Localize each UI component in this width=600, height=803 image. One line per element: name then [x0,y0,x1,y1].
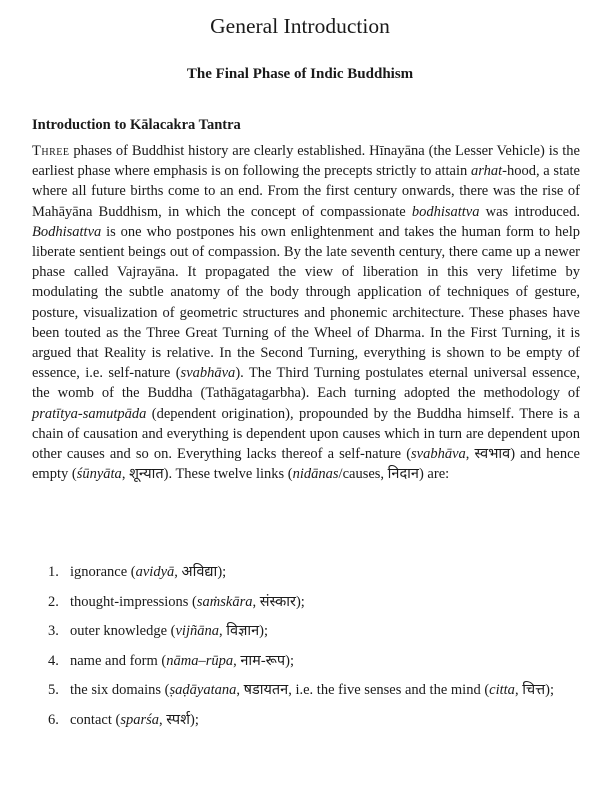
list-text-segment: ignorance ( [70,564,136,580]
list-text-segment: , संस्कार); [252,593,305,610]
italic-term: saṁskāra [196,593,253,610]
list-item-text [70,562,580,582]
list-item-text [70,592,580,612]
list-number: 3. [48,623,59,639]
list-number: 5. [48,682,59,698]
list-item-text [70,680,580,700]
list-number: 2. [48,593,59,610]
list-number: 6. [48,711,59,728]
italic-term: citta [489,682,515,698]
italic-term: sparśa [120,711,160,728]
list-text-segment: , षडायतन, i.e. the five senses and the mind ( [236,682,490,698]
italic-term: nāma–rūpa [166,652,234,669]
italic-term: svabhāva [411,446,466,463]
list-text-segment: , स्पर्श); [159,711,199,728]
paragraph-text: ). The Third Turning postulates eternal universal essence, the womb of the Buddha (Tathāgatagarbha). Each turning adopted the methodology of [32,365,580,402]
list-item-text [70,710,580,730]
list-text-segment: outer knowledge ( [70,623,176,639]
italic-term: avidyā [135,564,175,580]
italic-term: bodhisattva [411,203,480,220]
italic-term: śūnyāta [76,466,122,483]
paragraph-text: -hood, a state where all future births come to an end. From the first century onwards, there was the rise of Mahāyāna Buddhism, in which the concept of compassionate [32,163,580,220]
italic-term: pratītya-samutpāda [32,405,147,422]
intro-paragraph [32,141,580,484]
list-text-segment: , नाम-रूप); [233,652,295,669]
list-text-segment: contact ( [70,711,121,728]
paragraph-text: , शून्यात). These twelve links ( [121,466,293,483]
section-heading: Introduction to Kālacakra Tantra [32,117,241,133]
list-item-text [70,651,580,671]
italic-term: Bodhisattva [32,223,102,240]
italic-term: svabhāva [180,365,236,382]
paragraph-text: is one who postpones his own enlightenment and takes the human form to help liberate sentient beings out of compassion. By the late seventh century, there came up a newer phase called Vajrayāna. It propagated the view of liberation in this very lifetime by modulating the subtle anatomy of the body through application of techniques of gesture, posture, visualization of geometric structures and phonemic architecture. These phases have been touted as the Three Great Turning of the Wheel of Dharma. In the First Turning, it is argued that Reality is relative. In the Second Turning, everything is shown to be empty of essence, i.e. self-nature ( [32,223,580,382]
twelve-links-list [48,562,580,739]
list-text-segment: , अविद्या); [174,564,227,580]
list-text-segment: thought-impressions ( [70,593,197,610]
list-item [48,710,580,730]
paragraph-text: , स्वभाव) and hence empty ( [32,446,580,483]
list-number: 4. [48,652,59,669]
list-item [48,680,580,700]
list-text-segment: , विज्ञान); [219,623,269,639]
paragraph-text: was introduced. [479,203,580,220]
chapter-title: General Introduction [210,14,390,38]
list-number: 1. [48,564,59,580]
list-item-text [70,621,580,641]
list-item [48,621,580,641]
paragraph-text: (dependent origination), propounded by the Buddha himself. There is a chain of causation and everything is dependent upon causes which in turn are dependent upon other causes and so on. Everything lacks thereof a self-nature ( [32,405,580,463]
list-item [48,592,580,612]
list-text-segment: name and form ( [70,652,167,669]
list-text-segment: , चित्त); [514,682,555,698]
list-item [48,651,580,671]
italic-term: arhat [470,163,503,180]
italic-term: ṣaḍāyatana [169,682,237,698]
list-text-segment: the six domains ( [70,682,170,698]
italic-term: nidānas [292,466,339,483]
section-subtitle: The Final Phase of Indic Buddhism [186,66,414,82]
italic-term: vijñāna [175,623,219,639]
opening-small-caps: Three [32,143,70,159]
list-item [48,562,580,582]
paragraph-text: /causes, निदान) are: [338,466,450,483]
paragraph-text: phases of Buddhist history are clearly established. Hīnayāna (the Lesser Vehicle) is the earliest phase where emphasis is on following the precepts strictly to attain [32,143,580,180]
